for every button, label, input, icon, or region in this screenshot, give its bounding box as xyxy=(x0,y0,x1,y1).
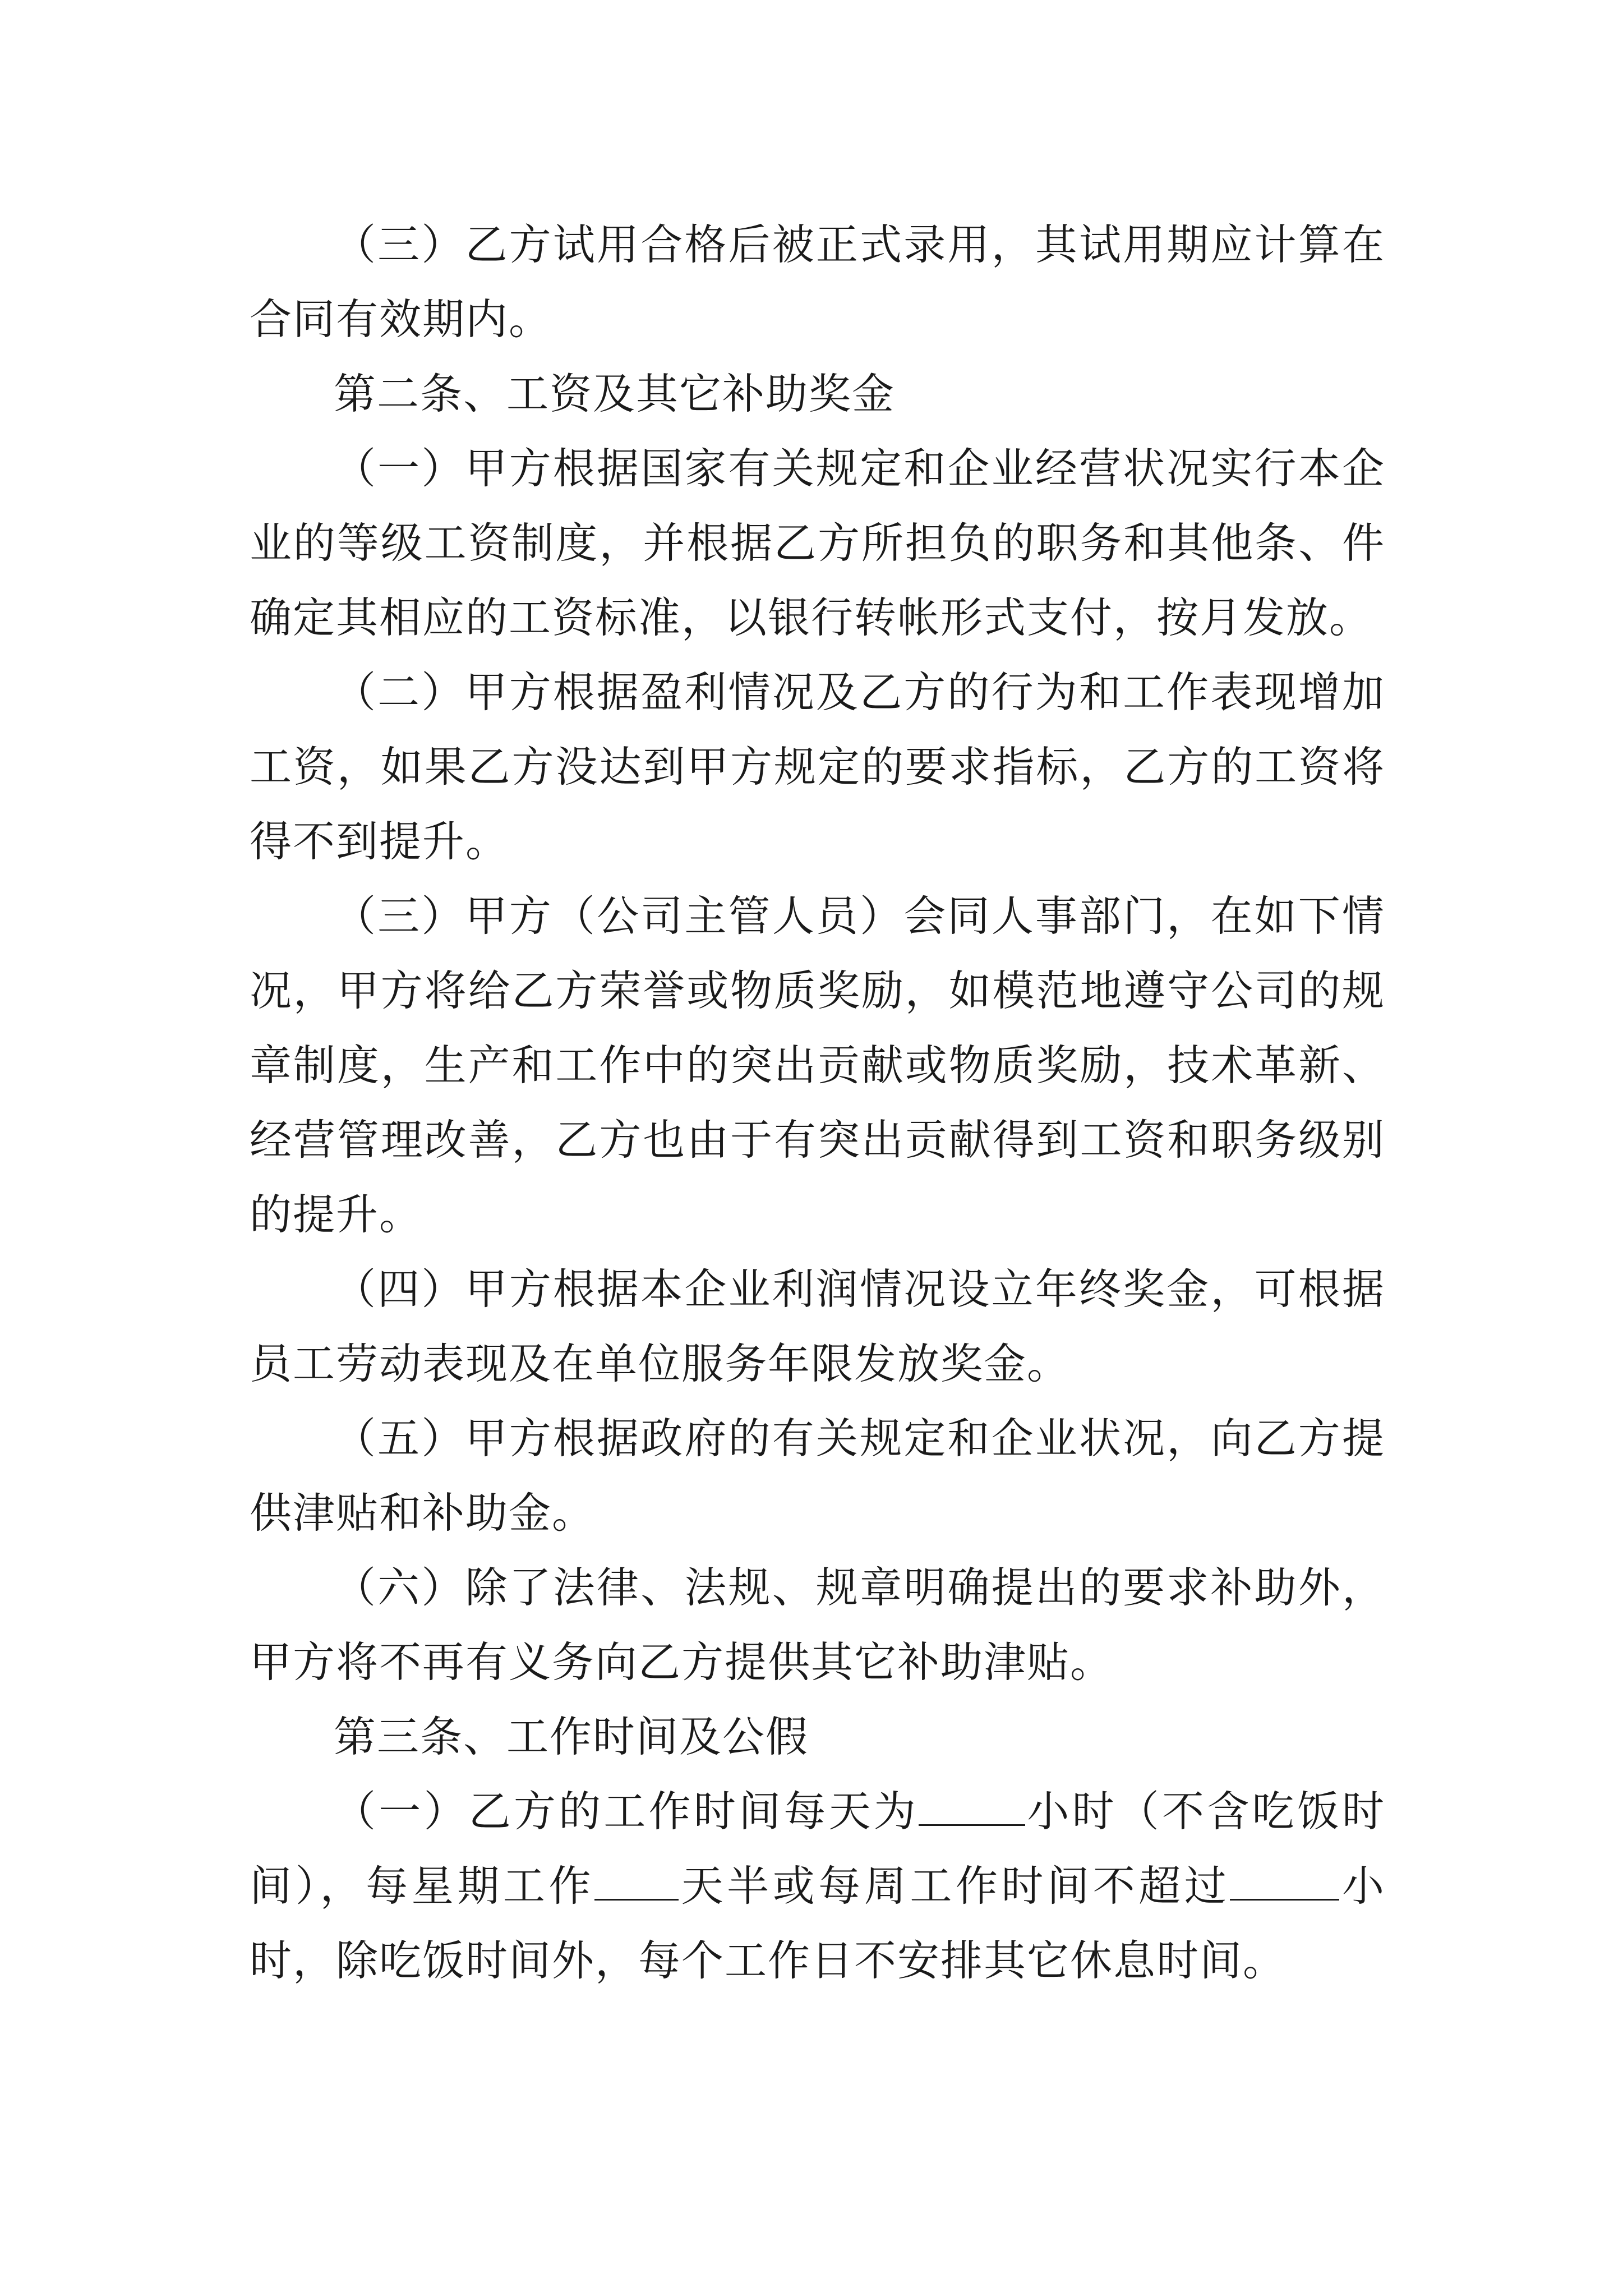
clause-paragraph-rewards: （三）甲方（公司主管人员）会同人事部门，在如下情况，甲方将给乙方荣誉或物质奖励，如模范地遵守公司的规章制度，生产和工作中的突出贡献或物质奖励，技术革新、经营管理改善，乙方也由于有突出贡献得到工资和职务级别的提升。 xyxy=(250,891,1385,1239)
clause-paragraph-no-other-subsidy: （六）除了法律、法规、规章明确提出的要求补助外，甲方将不再有义务向乙方提供其它补助津贴。 xyxy=(250,1563,1385,1687)
hours-per-week-blank xyxy=(1230,1860,1339,1901)
hours-per-day-blank xyxy=(919,1785,1025,1826)
clause-paragraph-wage-increase: （二）甲方根据盈利情况及乙方的行为和工作表现增加工资，如果乙方没达到甲方规定的要求指标，乙方的工资将得不到提升。 xyxy=(250,668,1385,866)
clause-paragraph-probation: （三）乙方试用合格后被正式录用，其试用期应计算在合同有效期内。 xyxy=(250,220,1385,344)
working-hours-text-1: （一）乙方的工作时间每天为 xyxy=(334,1787,919,1836)
days-per-week-blank xyxy=(594,1860,679,1901)
clause-paragraph-year-end-bonus: （四）甲方根据本企业利润情况设立年终奖金，可根据员工劳动表现及在单位服务年限发放奖金。 xyxy=(250,1264,1385,1388)
working-hours-text-2: 小时（不含吃饭时间），每星期工作 xyxy=(250,1787,1385,1911)
document-body xyxy=(250,208,1385,1998)
clause-paragraph-wage-system: （一）甲方根据国家有关规定和企业经营状况实行本企业的等级工资制度，并根据乙方所担负的职务和其他条、件确定其相应的工资标准，以银行转帐形式支付，按月发放。 xyxy=(250,444,1385,642)
article-heading-wages: 第二条、工资及其它补助奖金 xyxy=(334,369,896,418)
clause-paragraph-working-hours xyxy=(250,1774,1385,1998)
clause-paragraph-allowance: （五）甲方根据政府的有关规定和企业状况，向乙方提供津贴和补助金。 xyxy=(250,1414,1385,1538)
working-hours-text-4: 小时，除吃饭时间外，每个工作日不安排其它休息时间。 xyxy=(250,1861,1385,1985)
working-hours-text-3: 天半或每周工作时间不超过 xyxy=(679,1861,1230,1911)
article-heading-working-hours: 第三条、工作时间及公假 xyxy=(334,1712,809,1761)
